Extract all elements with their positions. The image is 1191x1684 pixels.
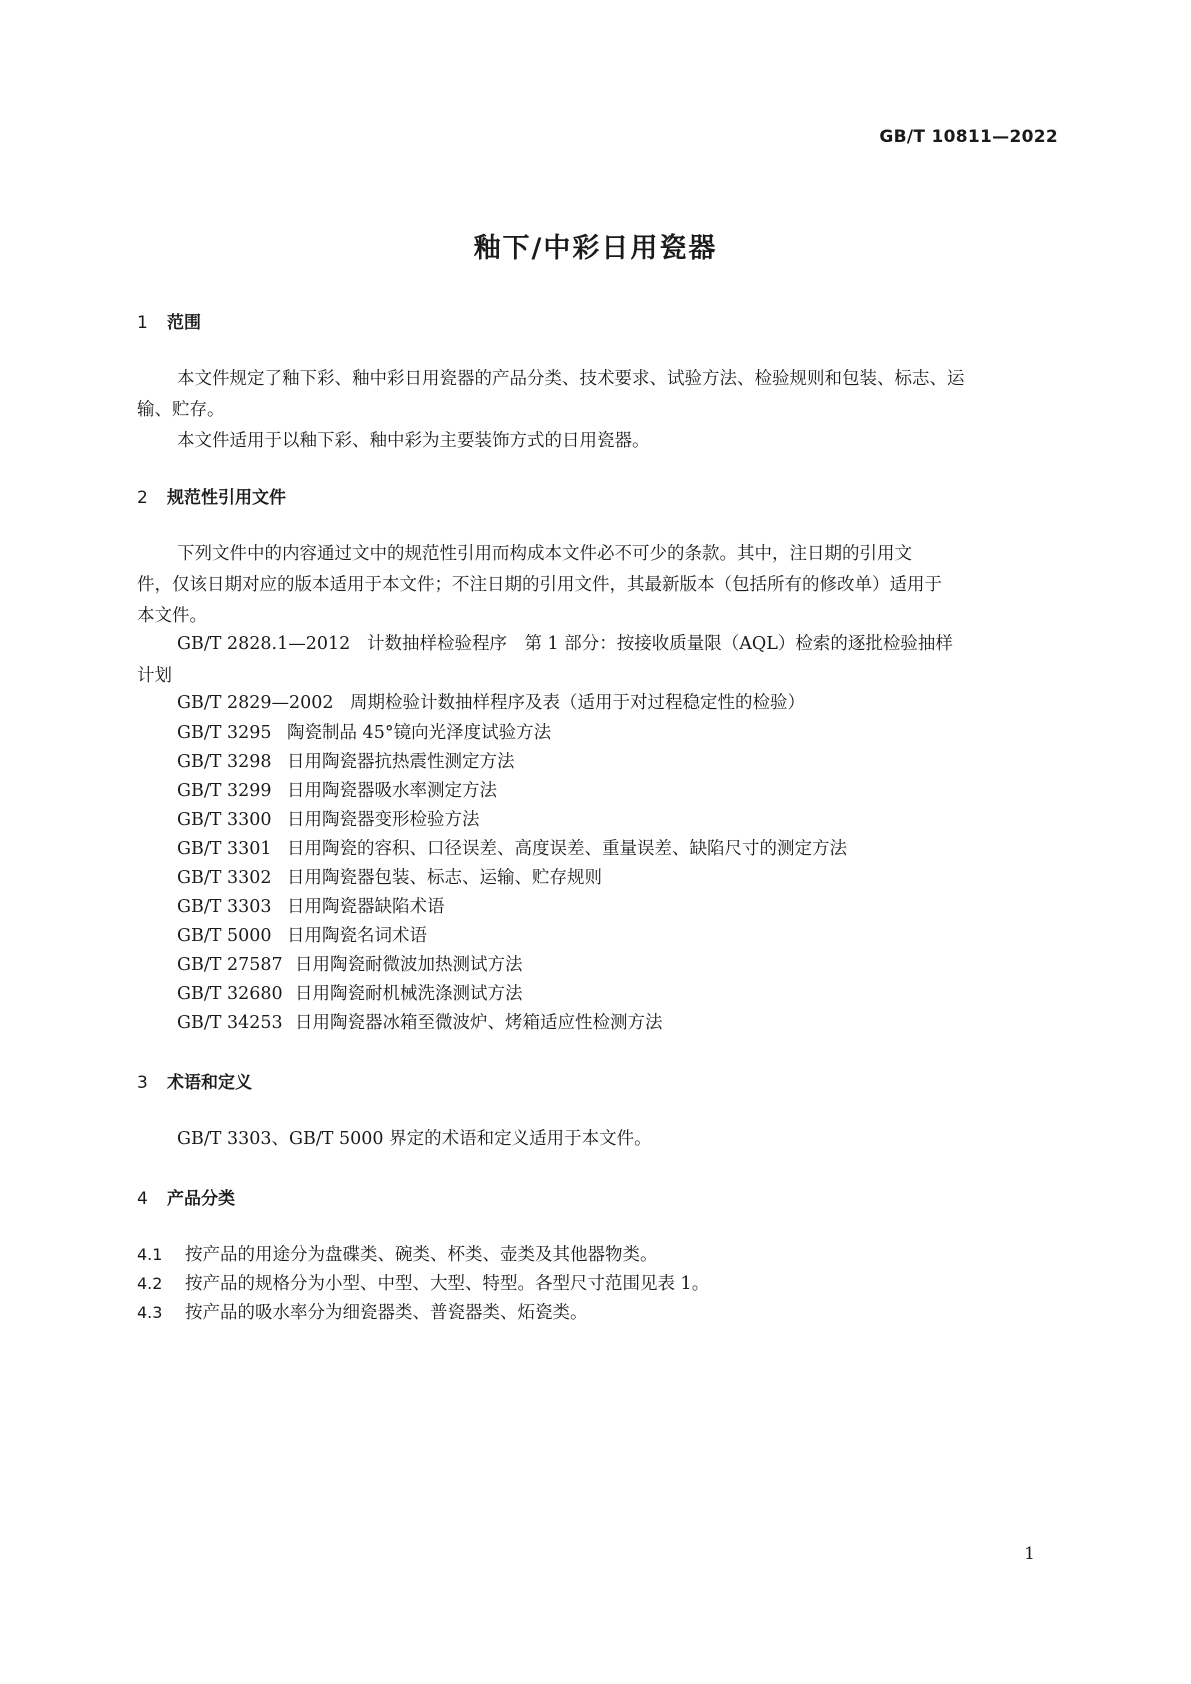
reference-code: GB/T 34253 bbox=[177, 1013, 283, 1033]
reference-name: 计数抽样检验程序 第 1 部分：按接收质量限（AQL）检索的逐批检验抽样 bbox=[367, 634, 953, 654]
paragraph-line: 本文件规定了釉下彩、釉中彩日用瓷器的产品分类、技术要求、试验方法、检验规则和包装、标志、运 bbox=[177, 369, 965, 389]
section-heading-normative-references bbox=[137, 483, 286, 508]
reference-code: GB/T 3295 bbox=[177, 723, 272, 743]
reference-item bbox=[177, 748, 515, 773]
reference-item bbox=[177, 922, 427, 947]
reference-name: 日用陶瓷耐微波加热测试方法 bbox=[295, 955, 523, 975]
reference-item bbox=[177, 835, 847, 860]
reference-name: 日用陶瓷耐机械洗涤测试方法 bbox=[295, 984, 523, 1004]
reference-item bbox=[177, 1009, 663, 1034]
reference-name: 日用陶瓷器冰箱至微波炉、烤箱适应性检测方法 bbox=[295, 1013, 663, 1033]
reference-item bbox=[177, 777, 497, 802]
reference-code: GB/T 27587 bbox=[177, 955, 283, 975]
section-heading-terms-definitions bbox=[137, 1068, 252, 1093]
section-title: 规范性引用文件 bbox=[167, 488, 286, 508]
section-number: 3 bbox=[137, 1073, 148, 1093]
reference-name: 日用陶瓷的容积、口径误差、高度误差、重量误差、缺陷尺寸的测定方法 bbox=[287, 839, 847, 859]
section-number: 1 bbox=[137, 313, 148, 333]
reference-name: 日用陶瓷器缺陷术语 bbox=[287, 897, 445, 917]
section-heading-product-classification bbox=[137, 1184, 235, 1209]
clause-text: 按产品的用途分为盘碟类、碗类、杯类、壶类及其他器物类。 bbox=[185, 1245, 658, 1265]
paragraph-line: GB/T 3303、GB/T 5000 界定的术语和定义适用于本文件。 bbox=[177, 1129, 652, 1149]
reference-item bbox=[177, 689, 805, 714]
section-title: 术语和定义 bbox=[167, 1073, 252, 1093]
reference-item bbox=[177, 719, 551, 744]
reference-name: 日用陶瓷器抗热震性测定方法 bbox=[287, 752, 515, 772]
standard-code: GB/T 10811—2022 bbox=[879, 127, 1058, 147]
reference-name: 周期检验计数抽样程序及表（适用于对过程稳定性的检验） bbox=[350, 693, 805, 713]
reference-item bbox=[177, 980, 523, 1005]
reference-code: GB/T 5000 bbox=[177, 926, 272, 946]
clause-number: 4.3 bbox=[137, 1303, 163, 1322]
reference-name: 陶瓷制品 45°镜向光泽度试验方法 bbox=[287, 723, 552, 743]
paragraph-line: 本文件适用于以釉下彩、釉中彩为主要装饰方式的日用瓷器。 bbox=[177, 431, 650, 451]
page-number: 1 bbox=[1024, 1544, 1035, 1564]
paragraph-line: 件，仅该日期对应的版本适用于本文件；不注日期的引用文件，其最新版本（包括所有的修改单）适用于 bbox=[137, 575, 942, 595]
reference-code: GB/T 3303 bbox=[177, 897, 272, 917]
clause-item bbox=[137, 1270, 709, 1295]
reference-code: GB/T 3298 bbox=[177, 752, 272, 772]
clause-item bbox=[137, 1299, 588, 1324]
reference-item bbox=[177, 951, 523, 976]
scope-paragraph bbox=[137, 364, 1057, 457]
document-title: 釉下/中彩日用瓷器 bbox=[473, 233, 718, 264]
section-number: 4 bbox=[137, 1189, 148, 1209]
reference-name: 日用陶瓷器吸水率测定方法 bbox=[287, 781, 497, 801]
reference-item bbox=[177, 893, 445, 918]
reference-code: GB/T 3302 bbox=[177, 868, 272, 888]
reference-code: GB/T 32680 bbox=[177, 984, 283, 1004]
clause-number: 4.2 bbox=[137, 1274, 163, 1293]
paragraph-line: 输、贮存。 bbox=[137, 400, 225, 420]
clause-number: 4.1 bbox=[137, 1245, 163, 1264]
reference-item bbox=[177, 864, 602, 889]
section-title: 范围 bbox=[167, 313, 201, 333]
section-number: 2 bbox=[137, 488, 148, 508]
references-intro-paragraph bbox=[137, 539, 1057, 632]
reference-code: GB/T 3300 bbox=[177, 810, 272, 830]
reference-name: 日用陶瓷器包装、标志、运输、贮存规则 bbox=[287, 868, 602, 888]
reference-code: GB/T 3299 bbox=[177, 781, 272, 801]
clause-text: 按产品的规格分为小型、中型、大型、特型。各型尺寸范围见表 1。 bbox=[185, 1274, 710, 1294]
terms-paragraph bbox=[137, 1124, 1057, 1155]
reference-item bbox=[137, 630, 953, 686]
reference-code: GB/T 2828.1—2012 bbox=[177, 634, 351, 654]
clause-text: 按产品的吸水率分为细瓷器类、普瓷器类、炻瓷类。 bbox=[185, 1303, 588, 1323]
paragraph-line: 本文件。 bbox=[137, 606, 207, 626]
reference-name: 日用陶瓷器变形检验方法 bbox=[287, 810, 480, 830]
paragraph-line: 下列文件中的内容通过文中的规范性引用而构成本文件必不可少的条款。其中，注日期的引用文 bbox=[177, 544, 912, 564]
section-title: 产品分类 bbox=[167, 1189, 235, 1209]
reference-code: GB/T 2829—2002 bbox=[177, 693, 334, 713]
clause-item bbox=[137, 1241, 658, 1266]
section-heading-scope bbox=[137, 308, 201, 333]
reference-item bbox=[177, 806, 480, 831]
reference-continuation: 计划 bbox=[137, 666, 172, 686]
reference-code: GB/T 3301 bbox=[177, 839, 272, 859]
reference-name: 日用陶瓷名词术语 bbox=[287, 926, 427, 946]
